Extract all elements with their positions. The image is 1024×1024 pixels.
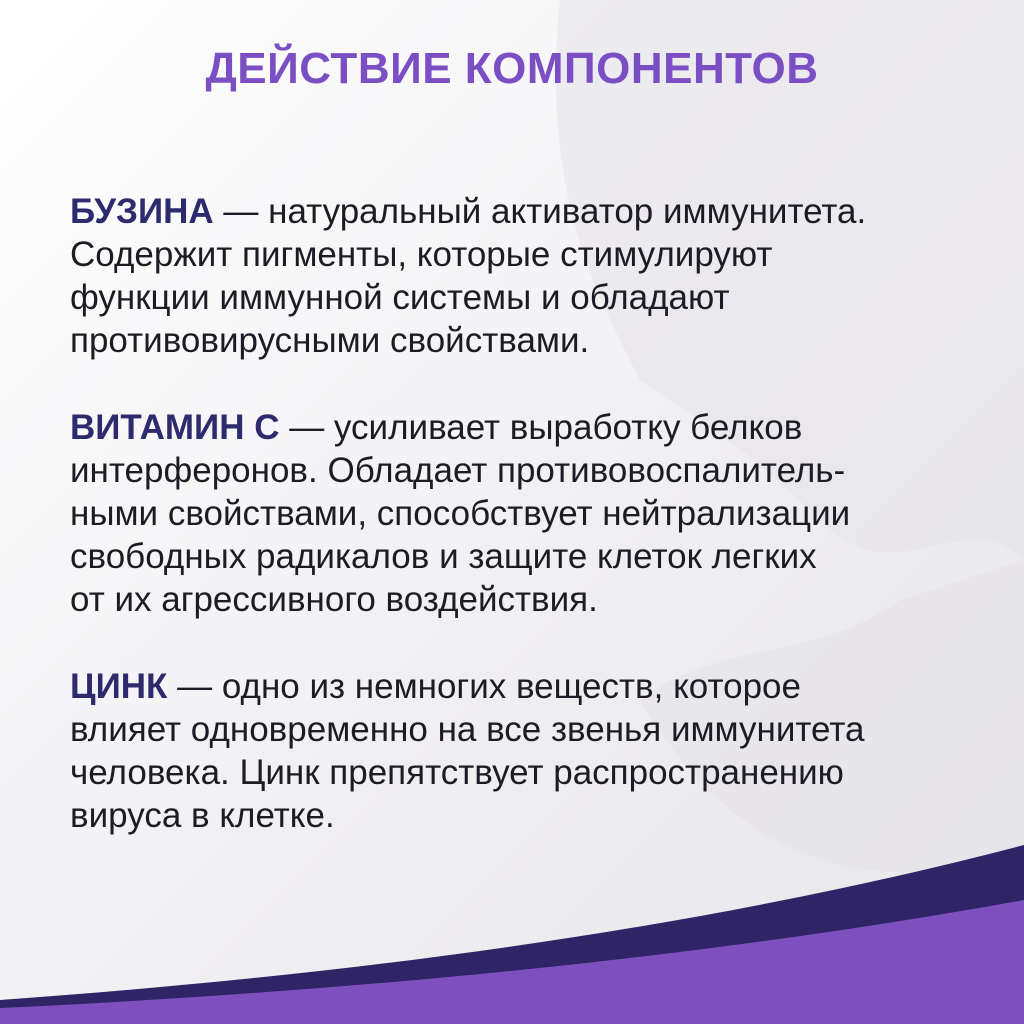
- page-title: ДЕЙСТВИЕ КОМПОНЕНТОВ: [205, 44, 819, 93]
- component-paragraph-zinc: [70, 665, 970, 837]
- paragraph-first-line: [70, 665, 970, 708]
- paragraph-text: вируса в клетке.: [70, 796, 335, 835]
- component-paragraph-elderberry: [70, 190, 970, 362]
- paragraph-text: ными свойствами, способствует нейтрализации: [70, 494, 851, 533]
- component-term: БУЗИНА: [70, 192, 214, 231]
- component-term: ВИТАМИН С: [70, 408, 280, 447]
- component-paragraph-vitamin-c: [70, 406, 970, 621]
- paragraph-text: — натуральный активатор иммунитета.: [213, 192, 867, 231]
- paragraph-text: — одно из немногих веществ, которое: [167, 667, 801, 706]
- paragraph-first-line: [70, 190, 970, 233]
- paragraph-text: Содержит пигменты, которые стимулируют: [70, 235, 773, 274]
- paragraph-text: человека. Цинк препятствует распространению: [70, 753, 844, 792]
- paragraph-text: от их агрессивного воздействия.: [70, 580, 598, 619]
- component-term: ЦИНК: [70, 667, 168, 706]
- paragraph-text: — усиливает выработку белков: [279, 408, 803, 447]
- components-list: [70, 190, 970, 881]
- paragraph-text: интерферонов. Обладает противовоспалитель-: [70, 451, 846, 490]
- paragraph-first-line: [70, 406, 970, 449]
- paragraph-text: свободных радикалов и защите клеток легких: [70, 537, 817, 576]
- paragraph-text: влияет одновременно на все звенья иммунитета: [70, 710, 865, 749]
- paragraph-text: противовирусными свойствами.: [70, 321, 590, 360]
- paragraph-text: функции иммунной системы и обладают: [70, 278, 730, 317]
